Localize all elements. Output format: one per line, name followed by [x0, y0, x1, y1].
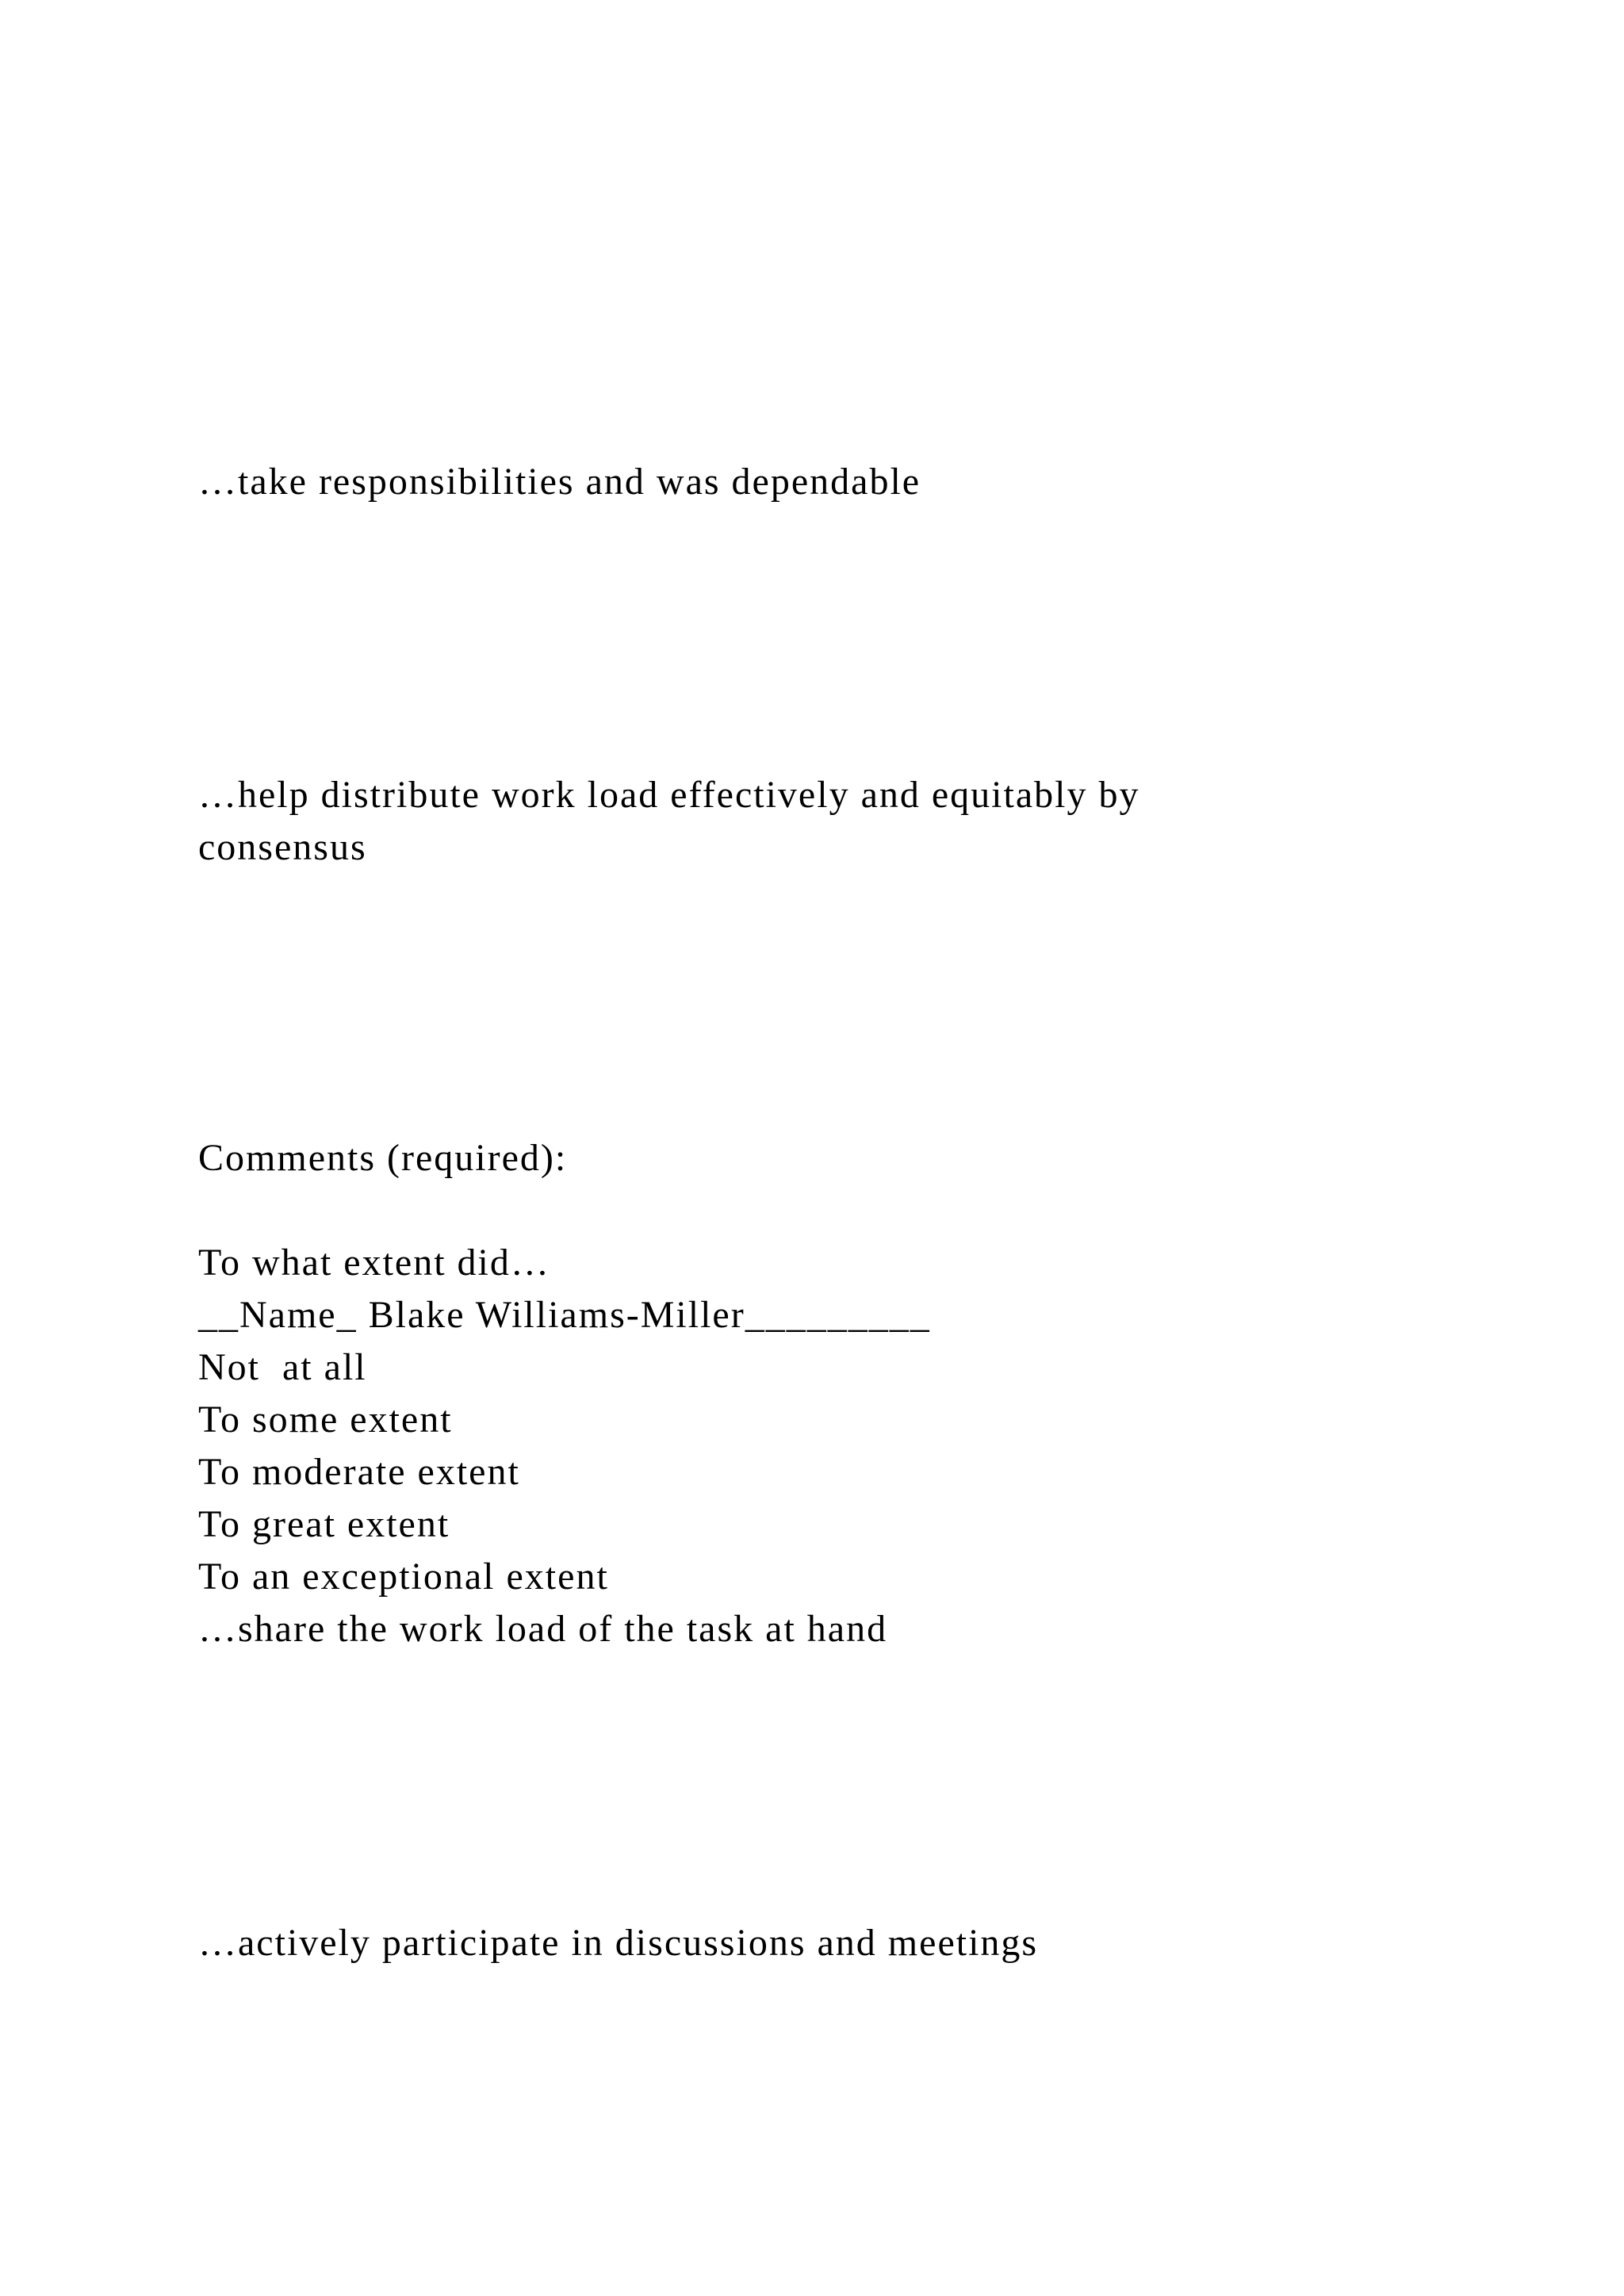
comments-label: Comments (required): — [198, 1137, 568, 1179]
question-prompt: To what extent did… — [198, 1242, 550, 1284]
item-distribute-workload: …help distribute work load effectively and equitably by — [198, 774, 1140, 816]
scale-option-exceptional-extent: To an exceptional extent — [198, 1556, 609, 1598]
scale-option-great-extent: To great extent — [198, 1503, 450, 1545]
item-actively-participate: …actively participate in discussions and meetings — [198, 1922, 1039, 1964]
member-name-line: __Name_ Blake Williams-Miller_________ — [198, 1294, 931, 1336]
item-share-workload: …share the work load of the task at hand — [198, 1608, 888, 1650]
item-take-responsibilities: …take responsibilities and was dependable — [198, 461, 921, 503]
scale-option-some-extent: To some extent — [198, 1399, 453, 1441]
scale-option-not-at-all: Not at all — [198, 1346, 367, 1388]
scale-option-moderate-extent: To moderate extent — [198, 1451, 520, 1493]
item-distribute-workload-continued: consensus — [198, 826, 367, 868]
